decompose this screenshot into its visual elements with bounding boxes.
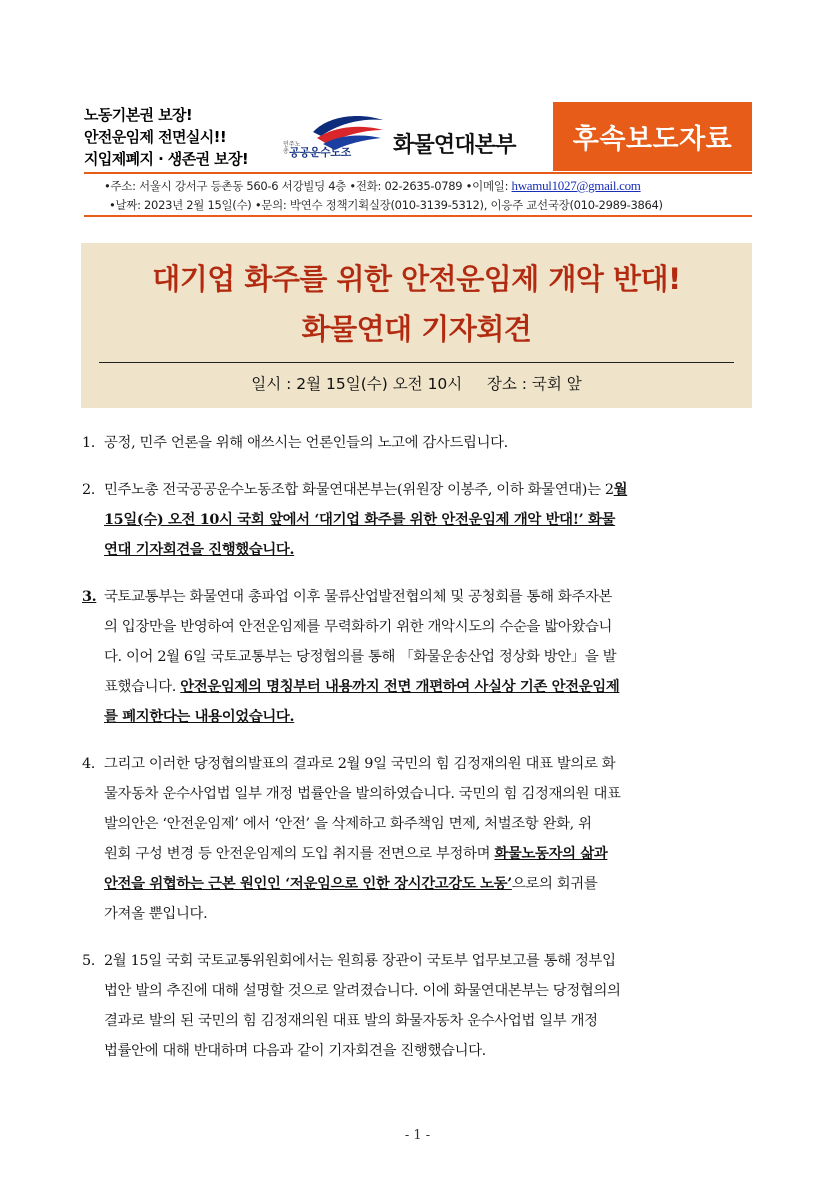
headline: 대기업 화주를 위한 안전운임제 개악 반대!: [152, 262, 681, 296]
emphasis-run: 안전운임제의 명칭부터 내용까지 전면 개편하여 사실상 기존 안전운임제: [180, 678, 620, 695]
contact-date-inquiry: •날짜: 2023년 2월 15일(수) •문의: 박연수 정책기획실장(010-3139-5312), 이응주 교선국장(010-2989-3864): [109, 198, 663, 212]
paragraph-line: [104, 672, 758, 702]
paragraph-line: 법률안에 대해 반대하며 다음과 같이 기자회견을 진행했습니다.: [104, 1043, 486, 1059]
paragraph-line: 물자동차 운수사업법 일부 개정 법률안을 발의하였습니다. 국민의 힘 김정재의원 대표: [104, 786, 621, 802]
paragraph-line: [104, 475, 758, 505]
paragraph-number: 2.: [82, 482, 96, 498]
logo-small-text: 민주노총: [283, 141, 301, 155]
contact-info: [84, 176, 752, 215]
paragraph-line: 2월 15일 국회 국토교통위원회에서는 원희룡 장관이 국토부 업무보고를 통해 정부입: [104, 953, 616, 969]
paragraph-line-emphasis: 를 폐지한다는 내용이었습니다.: [104, 708, 295, 725]
body-text: [82, 428, 758, 1083]
paragraph-line: 결과로 발의 된 국민의 힘 김정재의원 대표 발의 화물자동차 운수사업법 일부 개정: [104, 1013, 598, 1029]
follow-up-press-badge: 후속보도자료: [553, 102, 752, 171]
paragraph-5: [82, 946, 758, 1066]
paragraph-3: [82, 582, 758, 732]
paragraph-line: 그리고 이러한 당정협의발표의 결과로 2월 9일 국민의 힘 김정재의원 대표 발의로 화: [104, 756, 616, 772]
page-number: - 1 -: [404, 1128, 431, 1143]
paragraph-line: 다. 이어 2월 6일 국토교통부는 당정협의를 통해 「화물운송산업 정상화 방안」을 발: [104, 649, 617, 665]
emphasis-run: 안전을 위협하는 근본 원인인 ‘저운임으로 인한 장시간고강도 노동’: [104, 875, 512, 892]
paragraph-line: 의 입장만을 반영하여 안전운임제를 무력화하기 위한 개악시도의 수순을 밟아왔습니: [104, 619, 613, 635]
contact-address-phone: •주소: 서울시 강서구 등촌동 560-6 서강빌딩 4층 •전화: 02-2635-0789 •이메일:: [104, 179, 512, 193]
org-name: 화물연대본부: [393, 133, 516, 158]
paragraph-line: 발의안은 ‘안전운임제’ 에서 ‘안전’ 을 삭제하고 화주책임 면제, 처벌조항 완화, 위: [104, 816, 592, 832]
event-date-place: 일시 : 2월 15일(수) 오전 10시 장소 : 국회 앞: [251, 375, 582, 393]
paragraph-line-emphasis: 연대 기자회견을 진행했습니다.: [104, 541, 295, 558]
slogan-2: 안전운임제 전면실시!!: [84, 128, 227, 146]
title-divider: [99, 362, 734, 363]
emphasis-run: 월: [613, 481, 628, 498]
paragraph-line: 국토교통부는 화물연대 총파업 이후 물류산업발전협의체 및 공청회를 통해 화주자본: [104, 589, 613, 605]
slogan-block: [84, 104, 284, 170]
title-box: [81, 243, 752, 408]
paragraph-line: 가져올 뿐입니다.: [104, 906, 208, 922]
paragraph-line-emphasis: 15일(수) 오전 10시 국회 앞에서 ‘대기업 화주를 위한 안전운임제 개악 반대!’ 화물: [104, 511, 616, 528]
paragraph-1: [82, 428, 758, 458]
paragraph-number: 4.: [82, 756, 96, 772]
slogan-1: 노동기본권 보장!: [84, 106, 193, 124]
paragraph-number: 5.: [82, 953, 96, 969]
paragraph-number: 3.: [82, 588, 97, 605]
paragraph-line: 공정, 민주 언론을 위해 애쓰시는 언론인들의 노고에 감사드립니다.: [104, 435, 508, 451]
header-divider-bottom: [84, 215, 752, 217]
text-run: 표했습니다.: [104, 679, 181, 695]
paragraph-line: 법안 발의 추진에 대해 설명할 것으로 알려졌습니다. 이에 화물연대본부는 당정협의의: [104, 983, 621, 999]
email-link[interactable]: hwamul1027@gmail.com: [511, 178, 641, 193]
paragraph-line: [104, 839, 758, 869]
header-divider-top: [84, 172, 752, 174]
text-run: 원회 구성 변경 등 안전운임제의 도입 취지를 전면으로 부정하며: [104, 846, 495, 862]
emphasis-run: 화물노동자의 삶과: [494, 845, 608, 862]
subheadline: 화물연대 기자회견: [301, 312, 532, 346]
paragraph-4: [82, 749, 758, 929]
logo-name: 공공운수노조: [289, 146, 351, 159]
slogan-3: 지입제폐지 · 생존권 보장!: [84, 150, 249, 168]
text-run: 민주노총 전국공공운수노동조합 화물연대본부는(위원장 이봉주, 이하 화물연대)는 2: [104, 482, 614, 498]
paragraph-line: [104, 869, 758, 899]
paragraph-number: 1.: [82, 435, 96, 451]
paragraph-2: [82, 475, 758, 565]
text-run: 으로의 회귀를: [511, 876, 598, 892]
